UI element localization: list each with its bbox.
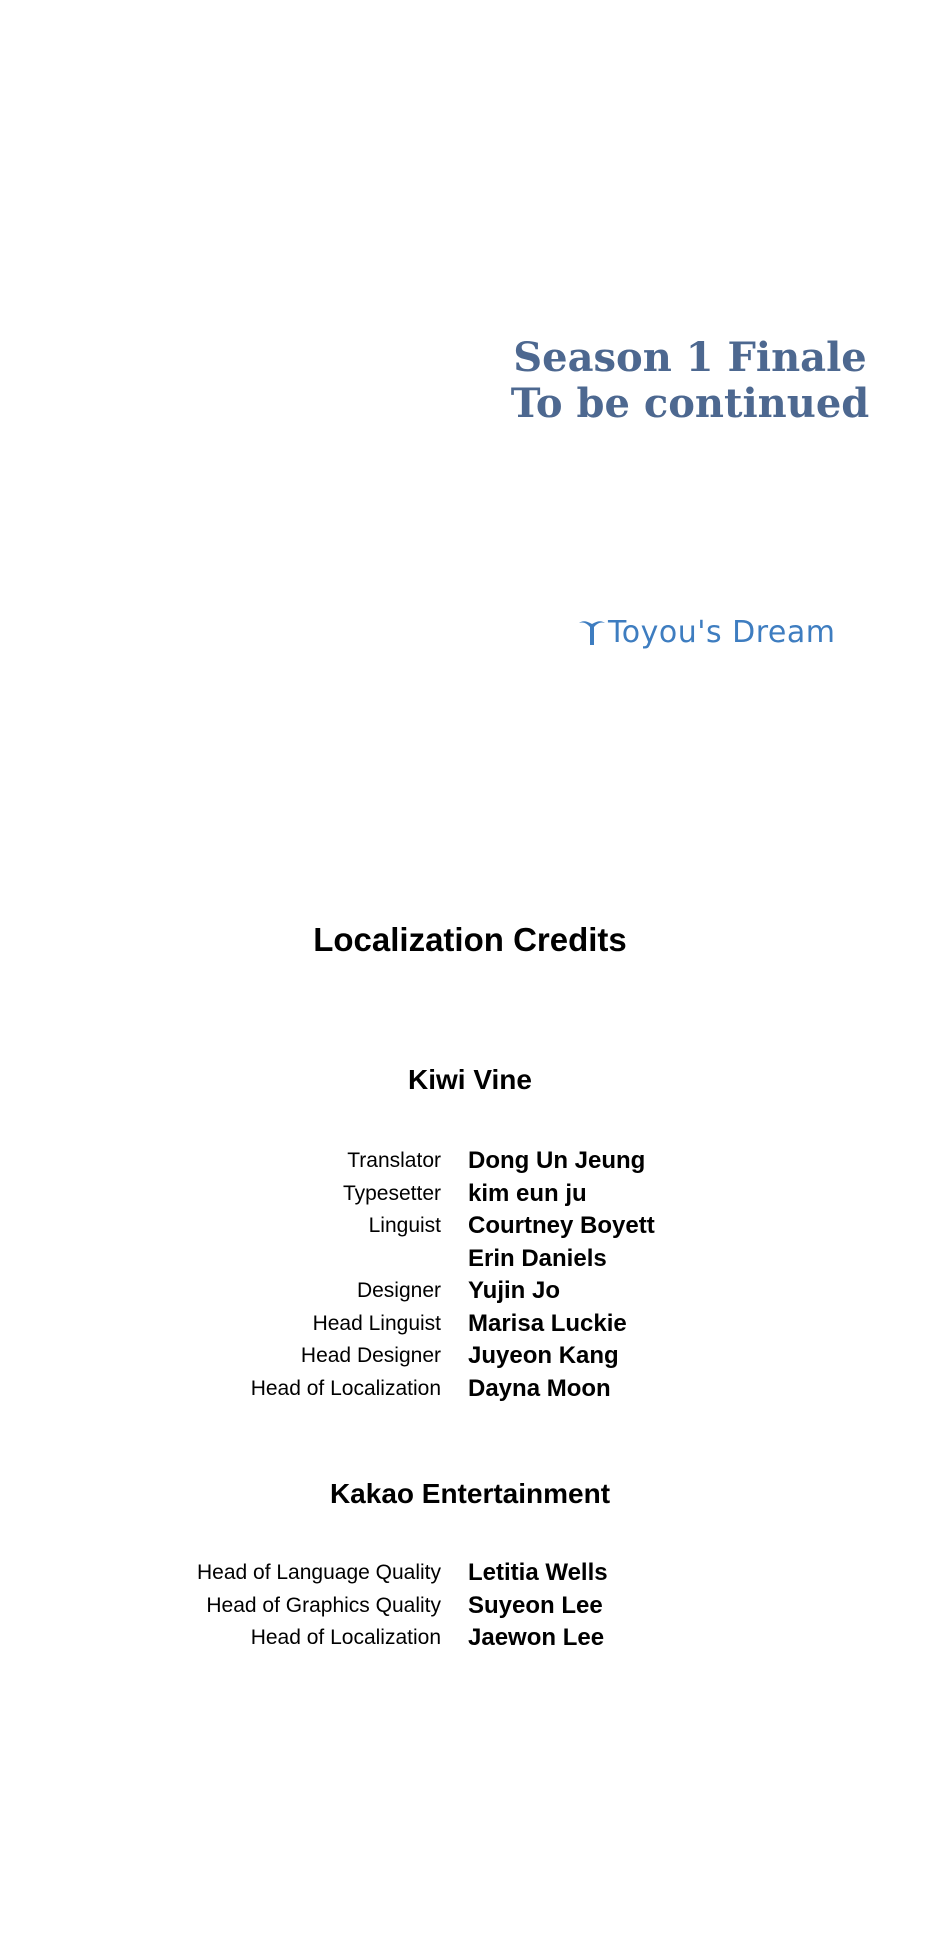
kiwi-vine-credit-list <box>0 1145 940 1405</box>
credit-role: Head of Localization <box>250 1626 441 1649</box>
credit-name: kim eun ju <box>468 1179 587 1207</box>
credit-row <box>0 1340 940 1373</box>
credit-row <box>0 1243 940 1276</box>
credit-row <box>0 1308 940 1341</box>
credit-role: Head Designer <box>300 1344 441 1367</box>
credit-row <box>0 1557 940 1590</box>
credit-row <box>0 1373 940 1406</box>
credit-row <box>0 1622 940 1655</box>
credit-role: Linguist <box>368 1214 441 1237</box>
credit-name: Jaewon Lee <box>468 1624 605 1651</box>
finale-line-1: Season 1 Finale <box>513 334 867 381</box>
credit-row <box>0 1590 940 1623</box>
logo-text: Toyou's Dream <box>608 614 836 650</box>
season-finale-notice <box>500 335 880 427</box>
credit-role: Head of Localization <box>250 1376 441 1400</box>
credit-name: Courtney Boyett <box>468 1212 655 1239</box>
credit-role: Designer <box>356 1279 441 1302</box>
credit-role: Typesetter <box>342 1181 441 1205</box>
credit-name: Suyeon Lee <box>468 1591 603 1619</box>
section-title-kakao-entertainment: Kakao Entertainment <box>329 1478 611 1509</box>
section-title-kiwi-vine: Kiwi Vine <box>408 1064 532 1095</box>
kakao-credit-list <box>0 1557 940 1655</box>
credit-name: Erin Daniels <box>468 1244 607 1272</box>
credit-row <box>0 1275 940 1308</box>
credit-name: Letitia Wells <box>468 1559 608 1586</box>
credit-role: Head Linguist <box>312 1311 441 1335</box>
credit-row <box>0 1178 940 1211</box>
credit-name: Juyeon Kang <box>468 1342 619 1369</box>
credit-row <box>0 1210 940 1243</box>
credit-name: Yujin Jo <box>468 1277 561 1304</box>
tulip-t-icon <box>578 617 606 647</box>
credits-title: Localization Credits <box>313 921 627 958</box>
credit-role: Head of Language Quality <box>196 1561 441 1584</box>
credit-name: Marisa Luckie <box>468 1309 627 1337</box>
credit-row <box>0 1145 940 1178</box>
toyous-dream-logo <box>578 612 835 652</box>
credit-role: Translator <box>347 1149 441 1172</box>
credit-role: Head of Graphics Quality <box>206 1593 441 1617</box>
credit-name: Dayna Moon <box>468 1374 611 1402</box>
finale-line-2: To be continued <box>510 380 870 427</box>
credit-name: Dong Un Jeung <box>468 1147 646 1174</box>
